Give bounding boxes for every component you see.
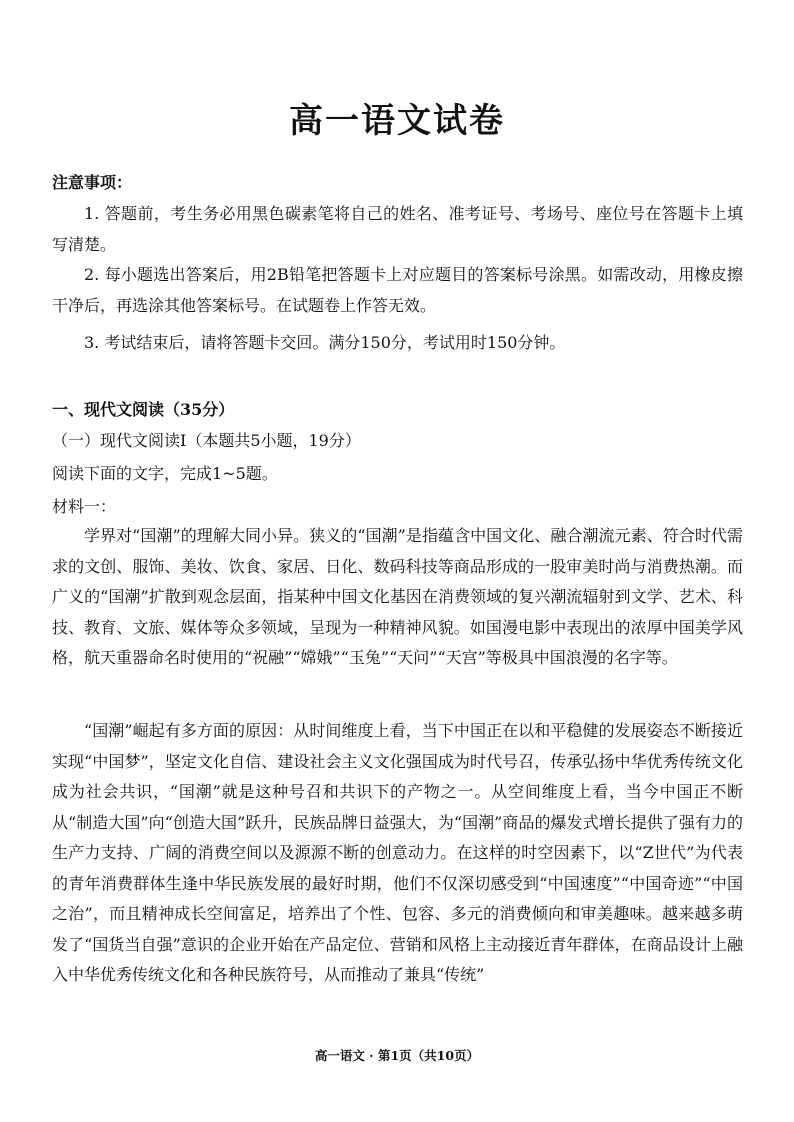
section-subheading: （一）现代文阅读Ⅰ（本题共5小题，19分） (52, 431, 361, 450)
page-footer: 高一语文 · 第1页（共10页） (314, 1048, 480, 1063)
reading-instruction: 阅读下面的文字，完成1~5题。 (52, 464, 278, 483)
material-paragraph-2: “国潮”崛起有多方面的原因：从时间维度上看，当下中国正在以和平稳健的发展姿态不断接近实现“中国梦”，坚定文化自信、建设社会主义文化强国成为时代号召，传承弘扬中华优秀传统文化成为社会共识，“国潮”就是这种号召和共识下的产物之一。从空间维度上看，当今中国正不断从“制造大国”向“创造大国”跃升，民族品牌日益强大，为“国潮”商品的爆发式增长提供了强有力的生产力支持、广阔的消费空间以及源源不断的创意动力。在这样的时空因素下，以“Z世代”为代表的青年消费群体生逢中华民族发展的最好时期，他们不仅深切感受到“中国速度”“中国奇迹”“中国之治”，而且精神成长空间富足，培养出了个性、包容、多元的消费倾向和审美趣味。越来越多萌发了“国货当自强”意识的企业开始在产品定位、营销和风格上主动接近青年群体，在商品设计上融入中华优秀传统文化和各种民族符号，从而推动了兼具“传统” (52, 721, 743, 984)
page-title: 高一语文试卷 (289, 101, 505, 141)
section-heading: 一、现代文阅读（35分） (52, 400, 235, 419)
material-paragraph-1: 学界对“国潮”的理解大同小异。狭义的“国潮”是指蕴含中国文化、融合潮流元素、符合时代需求的文创、服饰、美妆、饮食、家居、日化、数码科技等商品形成的一股审美时尚与消费热潮。而广义的“国潮”扩散到观念层面，指某种中国文化基因在消费领域的复兴潮流辐射到文学、艺术、科技、教育、文旅、媒体等众多领域，呈现为一种精神风貌。如国漫电影中表现出的浓厚中国美学风格，航天重器命名时使用的“祝融”“嫦娥”“玉兔”“天问”“天宫”等极具中国浪漫的名字等。 (52, 526, 743, 667)
notice-item-2: 2. 每小题选出答案后，用2B铅笔把答题卡上对应题目的答案标号涂黑。如需改动，用橡皮擦干净后，再选涂其他答案标号。在试题卷上作答无效。 (52, 265, 743, 315)
notice-item-3: 3. 考试结束后，请将答题卡交回。满分150分，考试用时150分钟。 (84, 333, 566, 352)
notice-heading: 注意事项： (52, 173, 133, 192)
notice-item-1: 1. 答题前，考生务必用黑色碳素笔将自己的姓名、准考证号、考场号、座位号在答题卡上填写清楚。 (52, 204, 743, 254)
material-label: 材料一： (52, 497, 117, 516)
